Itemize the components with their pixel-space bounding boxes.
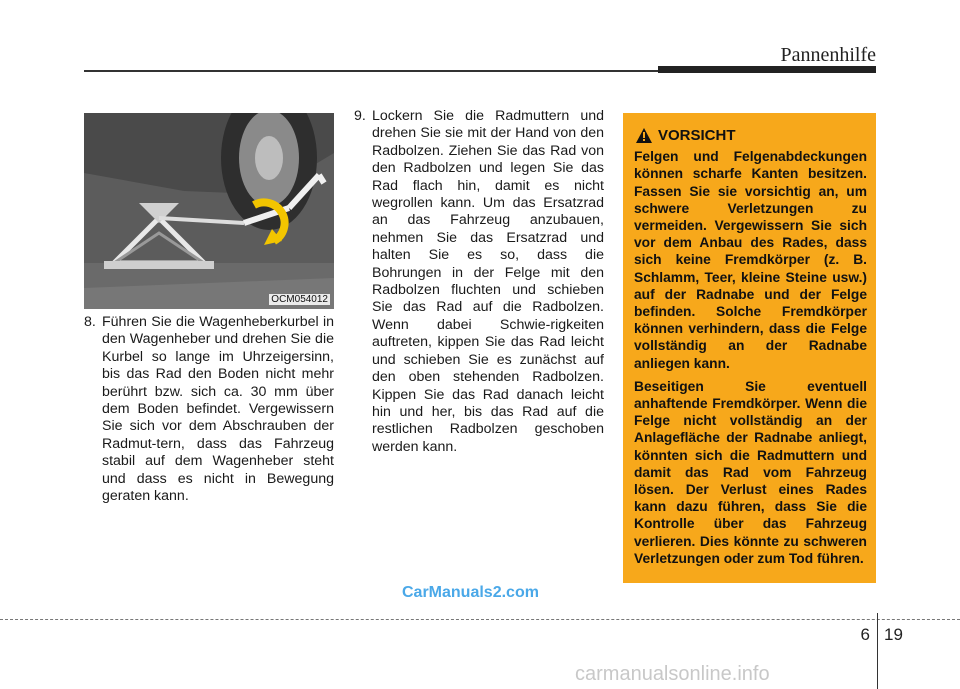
step-9-number: 9. bbox=[354, 108, 366, 124]
section-title: Pannenhilfe bbox=[780, 44, 876, 66]
figure-code: OCM054012 bbox=[271, 294, 328, 305]
step-8 bbox=[84, 314, 334, 505]
footer-divider bbox=[877, 613, 878, 689]
step-9-text: Lockern Sie die Radmuttern und drehen Sie sie mit der Hand von den Radbolzen. Ziehen Sie das Rad von den Radbolzen und legen Sie das Rad flach hin, damit es nicht wegrollen kann. Um das Ersatzrad an das Fahrzeug anzubauen, nehmen Sie das Ersatzrad und halten Sie es so, dass die Bohrungen in der Felge mit den Radbolzen fluchten und schieben Sie das Rad auf die Radbolzen. Wenn dabei Schwie-rigkeiten auftreten, kippen Sie das Rad leicht und schieben Sie es zunächst auf den oben stehenden Radbolzen. Kippen Sie das Rad danach leicht hin und her, bis das Rad auf die restlichen Radbolzen geschoben werden kann. bbox=[372, 108, 604, 455]
jack-illustration bbox=[84, 113, 334, 309]
bottom-watermark: carmanualsonline.info bbox=[575, 663, 770, 685]
header-rule-accent bbox=[658, 66, 876, 73]
watermark-link[interactable]: CarManuals2.com bbox=[402, 584, 539, 601]
step-8-text: Führen Sie die Wagenheberkurbel in den Wagenheber und drehen Sie die Kurbel so lange im Uhrzeigersinn, bis das Rad den Boden nicht mehr berührt bzw. sich ca. 30 mm über dem Boden befindet. Vergewissern Sie sich vor dem Abschrauben der Radmut-tern, dass das Fahrzeug stabil auf dem Wagenheber steht und dass es nicht in Bewegung geraten kann. bbox=[102, 314, 334, 505]
caution-title: VORSICHT bbox=[658, 127, 736, 144]
caution-box bbox=[623, 113, 876, 583]
step-9 bbox=[354, 108, 604, 456]
warning-icon bbox=[636, 128, 652, 143]
footer-rule bbox=[0, 619, 960, 620]
caution-paragraph-1: Felgen und Felgenabdeckungen können scharfe Kanten besitzen. Fassen Sie sie vorsichtig an, um schwere Verletzungen zu vermeiden. Vergewissern Sie sich vor dem Anbau des Rades, dass sich keine Fremdkörper (z. B. Schlamm, Teer, kleine Steine usw.) auf der Radnabe und der Felge befinden. Solche Fremdkörper können verhindern, dass die Felge vollständig an der Radnabe anliegen kann. bbox=[634, 149, 867, 371]
header-rule bbox=[84, 70, 662, 72]
caution-header bbox=[636, 127, 867, 144]
chapter-number: 6 bbox=[860, 625, 870, 644]
jack-drawing bbox=[84, 113, 334, 309]
caution-paragraph-2: Beseitigen Sie eventuell anhaftende Fremdkörper. Wenn die Felge nicht vollständig an der Anlagefläche der Radnabe anliegt, könnten sich die Radmuttern und damit das Rad vom Fahrzeug lösen. Der Verlust eines Rades kann dazu führen, dass Sie die Kontrolle über das Fahrzeug verlieren. Dies könnte zu schweren Verletzungen oder zum Tod führen. bbox=[634, 378, 867, 566]
page-number: 19 bbox=[884, 625, 903, 644]
step-8-number: 8. bbox=[84, 314, 96, 330]
